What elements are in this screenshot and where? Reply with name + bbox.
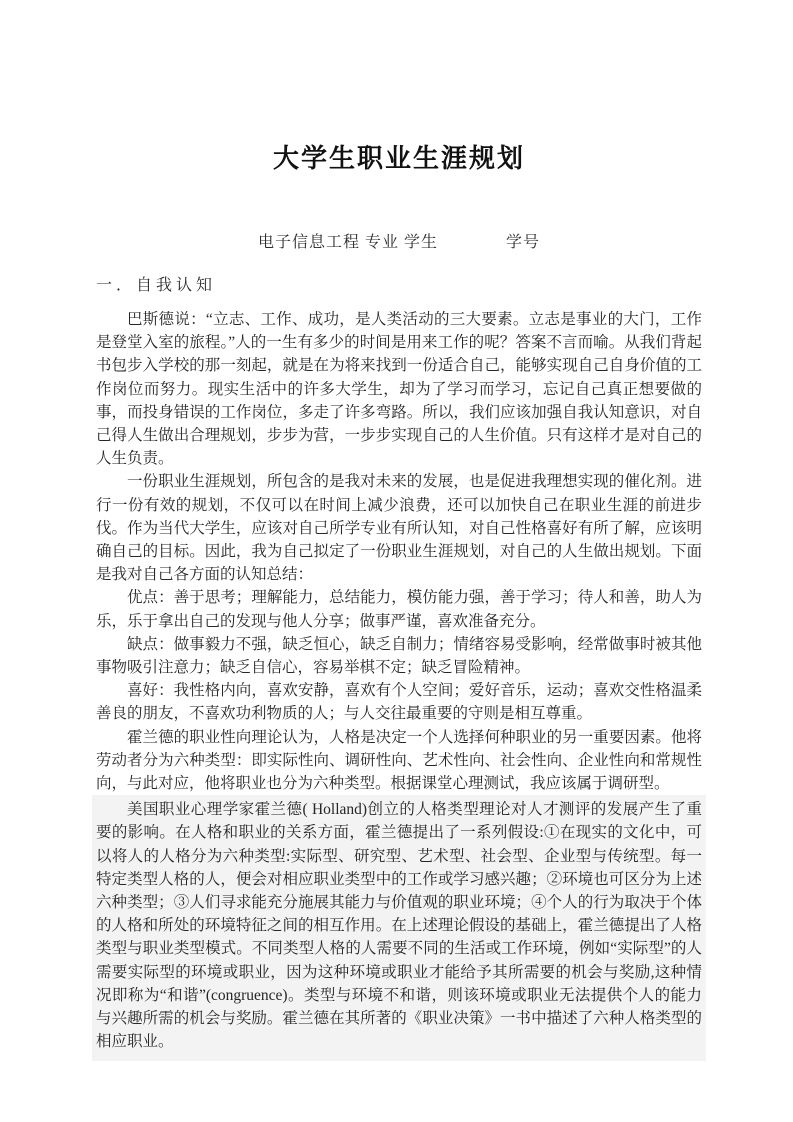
- paragraph-holland-theory-detail: 美国职业心理学家霍兰德( Holland)创立的人格类型理论对人才测评的发展产生了重要的影响。在人格和职业的关系方面，霍兰德提出了一系列假设:①在现实的文化中，可以将人的人格分为六种类型:实际型、研究型、艺术型、社会型、企业型与传统型。每一特定类型人格的人，便会对相应职业类型中的工作或学习感兴趣；②环境也可区分为上述六种类型；③人们寻求能充分施展其能力与价值观的职业环境；④个人的行为取决于个体的人格和所处的环境特征之间的相互作用。在上述理论假设的基础上，霍兰德提出了人格类型与职业类型模式。不同类型人格的人需要不同的生活或工作环境，例如“实际型”的人需要实际型的环境或职业，因为这种环境或职业才能给予其所需要的机会与奖励,这种情况即称为“和谐”(congruence)。类型与环境不和谐，则该环境或职业无法提供个人的能力与兴趣所需的机会与奖励。霍兰德在其所著的《职业决策》一书中描述了六种人格类型的相应职业。: [96, 801, 702, 1051]
- paragraph-intro-quote: 巴斯德说：“立志、工作、成功，是人类活动的三大要素。立志是事业的大门，工作是登堂入室的旅程。”人的一生有多少的时间是用来工作的呢？答案不言而喻。从我们背起书包步入学校的那一刻起，就是在为将来找到一份适合自己，能够实现自己自身价值的工作岗位而努力。现实生活中的许多大学生，却为了学习而学习，忘记自己真正想要做的事，而投身错误的工作岗位，多走了许多弯路。所以，我们应该加强自我认知意识，对自己得人生做出合理规划，步步为营，一步步实现自己的人生价值。只有这样才是对自己的人生负责。: [96, 311, 702, 468]
- document-title: 大学生职业生涯规划: [272, 144, 525, 173]
- paragraph-strengths: 优点：善于思考；理解能力，总结能力，模仿能力强，善于学习；待人和善，助人为乐，乐于拿出自己的发现与他人分享；做事严谨，喜欢准备充分。: [96, 589, 702, 630]
- highlighted-text-block: [92, 795, 706, 1060]
- paragraph-weaknesses: 缺点：做事毅力不强，缺乏恒心，缺乏自制力；情绪容易受影响，经常做事时被其他事物吸引注意力；缺乏自信心，容易举棋不定；缺乏冒险精神。: [96, 635, 702, 677]
- paragraph-preferences: 喜好：我性格内向，喜欢安静，喜欢有个人空间；爱好音乐，运动；喜欢交性格温柔善良的朋友，不喜欢功利物质的人；与人交往最重要的守则是相互尊重。: [96, 682, 702, 723]
- paragraph-holland-orientation: 霍兰德的职业性向理论认为，人格是决定一个人选择何种职业的另一重要因素。他将劳动者分为六种类型：即实际性向、调研性向、艺术性向、社会性向、企业性向和常规性向，与此对应，他将职业也分为六种类型。根据课堂心理测试，我应该属于调研型。: [96, 728, 702, 793]
- text-column: [96, 0, 702, 1061]
- section-heading-self-cognition: 一．自我认知: [96, 277, 217, 294]
- paragraph-career-plan-purpose: 一份职业生涯规划，所包含的是我对未来的发展，也是促进我理想实现的催化剂。进行一份有效的规划，不仅可以在时间上减少浪费，还可以加快自己在职业生涯的前进步伐。作为当代大学生，应该对自己所学专业有所认知，对自己性格喜好有所了解，应该明确自己的目标。因此，我为自己拟定了一份职业生涯规划，对自己的人生做出规划。下面是我对自己各方面的认知总结：: [96, 473, 702, 584]
- document-subtitle: 电子信息工程 专业 学生 学号: [257, 234, 540, 251]
